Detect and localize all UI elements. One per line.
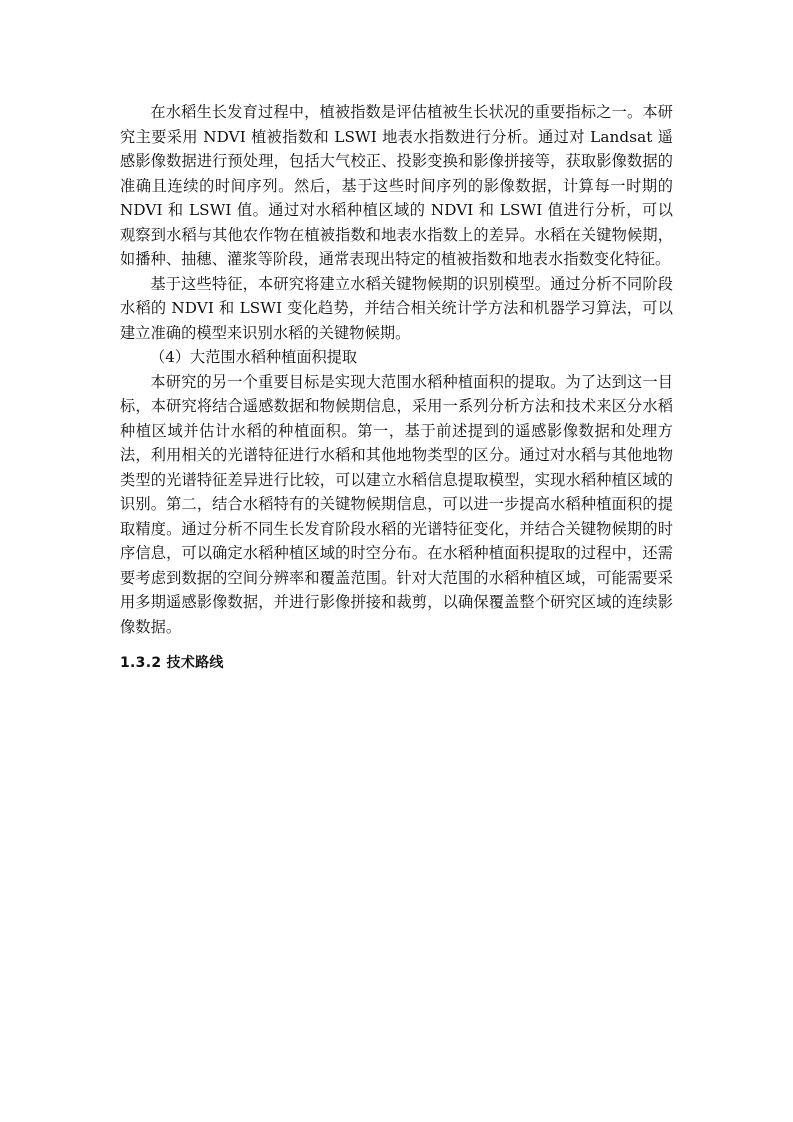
document-body (120, 100, 673, 675)
paragraph-phenology-model: 基于这些特征，本研究将建立水稻关键物候期的识别模型。通过分析不同阶段水稻的 NDVI 和 LSWI 变化趋势，并结合相关统计学方法和机器学习算法，可以建立准确的模型来识别水稻的关键物候期。 (120, 274, 673, 342)
paragraph-area-extraction: 本研究的另一个重要目标是实现大范围水稻种植面积的提取。为了达到这一目标，本研究将结合遥感数据和物候期信息，采用一系列分析方法和技术来区分水稻种植区域并估计水稻的种植面积。第一，基于前述提到的遥感影像数据和处理方法，利用相关的光谱特征进行水稻和其他地物类型的区分。通过对水稻与其他地物类型的光谱特征差异进行比较，可以建立水稻信息提取模型，实现水稻种植区域的识别。第二，结合水稻特有的关键物候期信息，可以进一步提高水稻种植面积的提取精度。通过分析不同生长发育阶段水稻的光谱特征变化，并结合关键物候期的时序信息，可以确定水稻种植区域的时空分布。在水稻种植面积提取的过程中，还需要考虑到数据的空间分辨率和覆盖范围。针对大范围的水稻种植区域，可能需要采用多期遥感影像数据，并进行影像拼接和裁剪，以确保覆盖整个研究区域的连续影像数据。 (120, 372, 673, 636)
paragraph-vegetation-index: 在水稻生长发育过程中，植被指数是评估植被生长状况的重要指标之一。本研究主要采用 NDVI 植被指数和 LSWI 地表水指数进行分析。通过对 Landsat 遥感影像数据进行预处理，包括大气校正、投影变换和影像拼接等，获取影像数据的准确且连续的时间序列。然后，基于这些时间序列的影像数据，计算每一时期的 NDVI 和 LSWI 值。通过对水稻种植区域的 NDVI 和 LSWI 值进行分析，可以观察到水稻与其他农作物在植被指数和地表水指数上的差异。水稻在关键物候期，如播种、抽穗、灌浆等阶段，通常表现出特定的植被指数和地表水指数变化特征。 (120, 103, 673, 268)
section-heading: 1.3.2 技术路线 (120, 655, 224, 671)
subsection-heading: （4）大范围水稻种植面积提取 (150, 348, 358, 366)
